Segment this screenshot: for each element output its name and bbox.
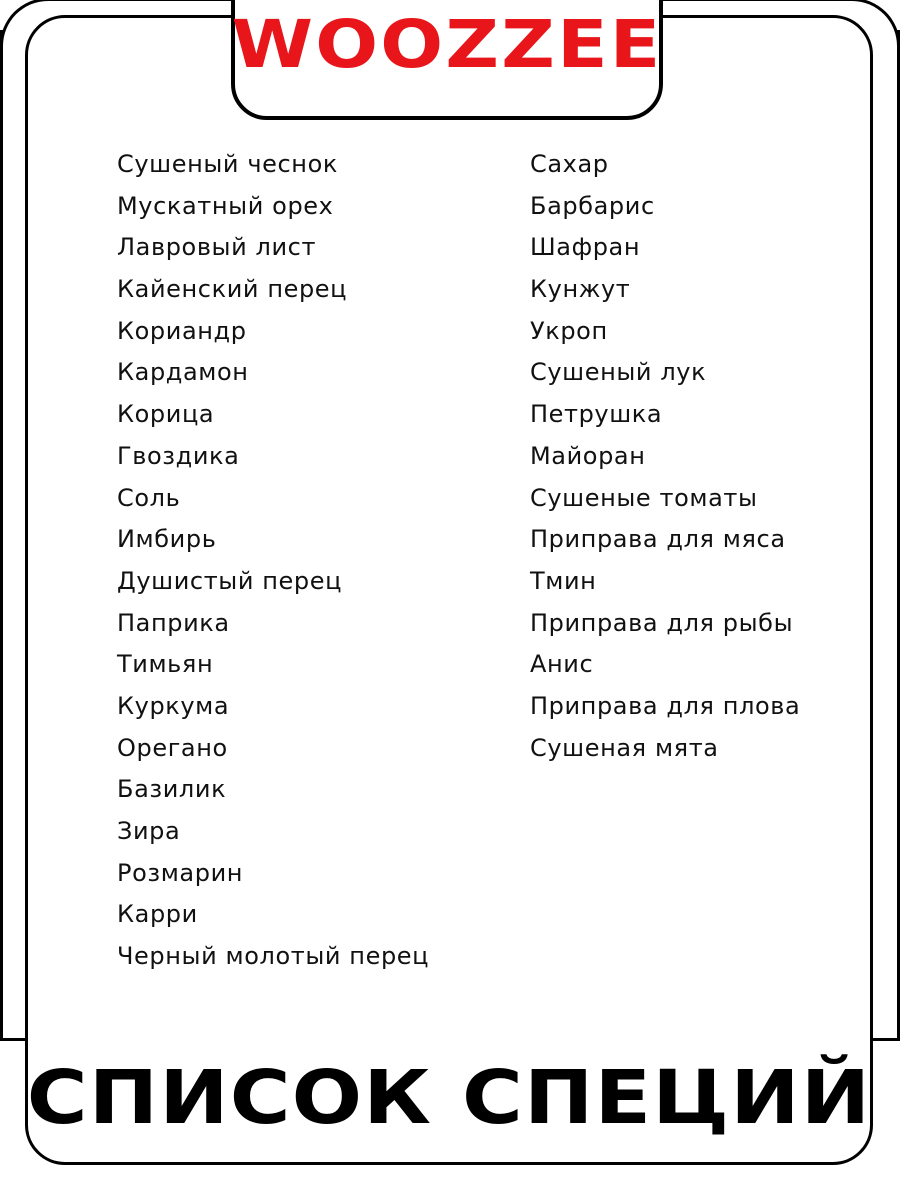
spice-item: Приправа для мяса: [530, 525, 786, 554]
spice-item: Сушеный лук: [530, 358, 707, 387]
spice-item: Петрушка: [530, 400, 663, 429]
spice-item: Соль: [117, 483, 181, 512]
page-title: СПИСОК СПЕЦИЙ: [26, 1055, 872, 1141]
spice-list-right: [530, 142, 800, 767]
spice-item: Приправа для рыбы: [530, 608, 794, 637]
spice-item: Сушеный чеснок: [117, 150, 338, 178]
spice-item: Орегано: [117, 733, 228, 762]
spice-item: Лавровый лист: [117, 233, 317, 262]
spice-item: Сушеная мята: [530, 733, 719, 762]
spice-item: Кориандр: [117, 316, 247, 345]
spice-item: Тимьян: [117, 650, 214, 679]
spice-item: Куркума: [117, 691, 230, 720]
spice-item: Базилик: [117, 775, 227, 804]
spice-item: Имбирь: [117, 525, 217, 554]
spice-item: Корица: [117, 400, 215, 429]
spice-item: Сушеные томаты: [530, 483, 758, 512]
spice-item: Сахар: [530, 150, 609, 178]
spice-item: Карри: [117, 900, 198, 929]
spice-item: Розмарин: [117, 858, 244, 887]
logo-tab: [231, 0, 663, 120]
spice-item: Зира: [117, 817, 181, 845]
spice-item: Барбарис: [530, 191, 655, 220]
spice-item: Душистый перец: [117, 566, 343, 595]
spice-item: Кайенский перец: [117, 275, 348, 304]
spice-item: Майоран: [530, 441, 646, 470]
outer-frame-left: [0, 30, 3, 1041]
spice-item: Кунжут: [530, 275, 631, 304]
spice-item: Укроп: [530, 316, 608, 345]
spice-item: Кардамон: [117, 358, 249, 387]
spice-item: Гвоздика: [117, 441, 240, 470]
spice-item: Тмин: [530, 566, 597, 595]
spice-list-left: [117, 142, 429, 976]
spice-item: Паприка: [117, 608, 230, 637]
spice-item: Приправа для плова: [530, 691, 801, 720]
spice-item: Черный молотый перец: [117, 942, 430, 971]
spice-item: Шафран: [530, 233, 641, 262]
brand-logo: WOOZZEE: [231, 6, 663, 83]
spice-item: Мускатный орех: [117, 191, 334, 220]
spice-item: Анис: [530, 650, 594, 679]
